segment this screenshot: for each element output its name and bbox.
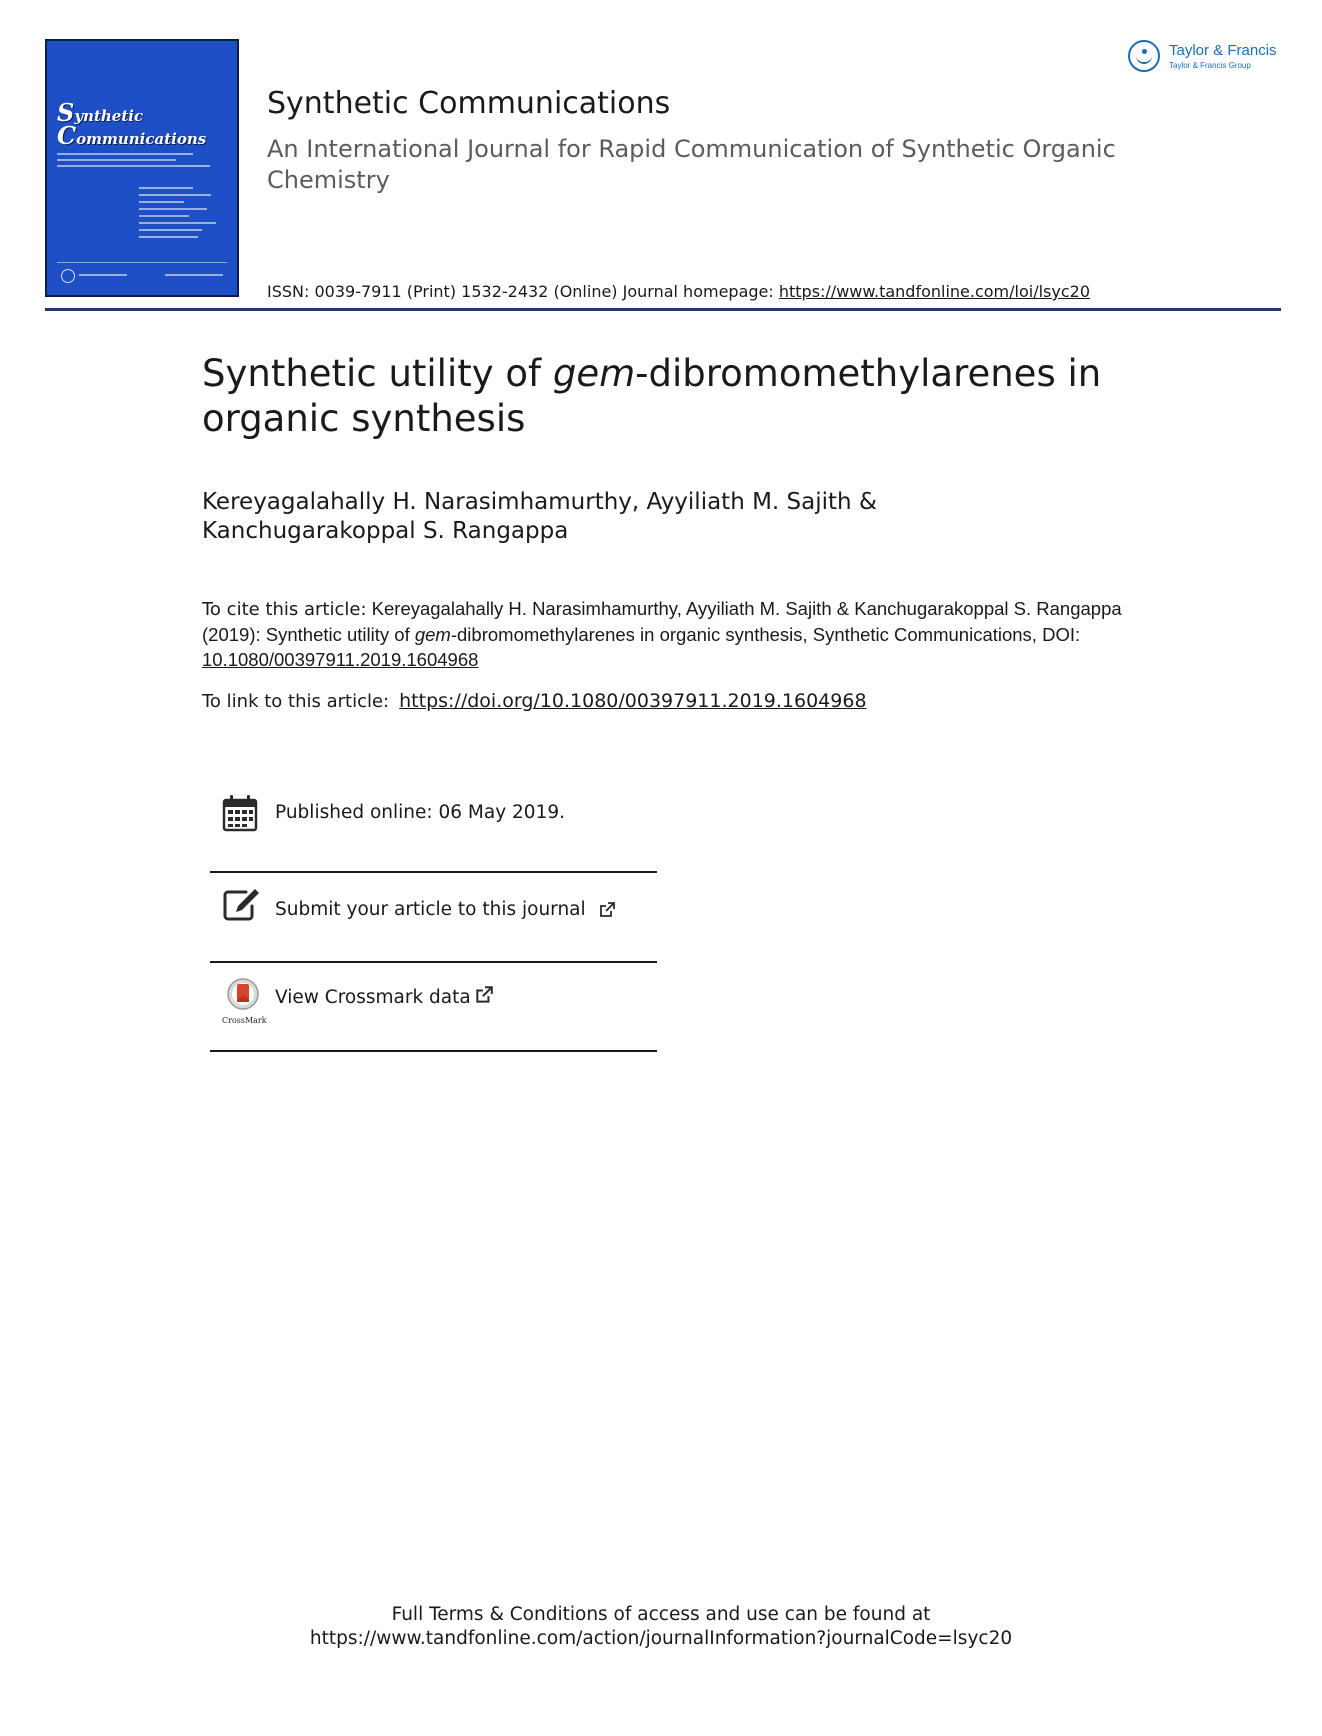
crossmark-badge: [222, 978, 264, 1012]
cite-text-post: -dibromomethylarenes in organic synthesis, Synthetic Communications, DOI:: [450, 624, 1081, 645]
cover-title-initial-c: C: [57, 121, 77, 150]
authors-line-1: Kereyagalahally H. Narasimhamurthy, Ayyiliath M. Sajith &: [202, 489, 877, 515]
cite-text-pre: Kereyagalahally H. Narasimhamurthy, Ayyiliath M. Sajith & Kanchugarakoppal S. Rangappa (2019): Synthetic utility of: [202, 598, 1122, 645]
external-link-icon: [474, 985, 494, 1005]
issn-line: [267, 282, 1090, 301]
calendar-icon: [222, 794, 258, 832]
article-link-line: [202, 690, 867, 712]
published-online-row: [210, 790, 657, 840]
row-divider-1: [210, 871, 657, 873]
article-title-italic: gem: [552, 352, 636, 395]
header-divider: [45, 308, 1281, 311]
footer-line-1: Full Terms & Conditions of access and use can be found at: [391, 1604, 931, 1625]
journal-subtitle: An International Journal for Rapid Communication of Synthetic Organic Chemistry: [267, 135, 1116, 194]
cover-title-initial-s: S: [57, 98, 75, 127]
cover-editor-lines: [139, 187, 229, 243]
external-link-icon: [598, 901, 616, 919]
citation-block: [202, 596, 1132, 672]
journal-homepage-link[interactable]: https://www.tandfonline.com/loi/lsyc20: [778, 282, 1091, 301]
cite-doi-link[interactable]: 10.1080/00397911.2019.1604968: [202, 649, 479, 670]
cover-title-line1: ynthetic: [74, 107, 144, 125]
terms-footer: [0, 1603, 1322, 1651]
crossmark-text: View Crossmark data: [275, 987, 471, 1008]
cover-footer: [57, 262, 227, 289]
taylor-francis-logo: [1128, 38, 1288, 78]
footer-terms-url[interactable]: https://www.tandfonline.com/action/journalInformation?journalCode=lsyc20: [309, 1628, 1013, 1649]
cover-title: [57, 98, 207, 150]
crossmark-icon: [222, 978, 267, 1025]
crossmark-logo-text: CrossMark: [222, 1016, 267, 1025]
edit-icon: [222, 886, 262, 922]
link-label: To link to this article:: [202, 691, 390, 712]
submit-article-link[interactable]: [275, 899, 616, 920]
published-online-text: Published online: 06 May 2019.: [275, 802, 566, 823]
publisher-group: Taylor & Francis Group: [1169, 61, 1251, 70]
journal-cover-image: [45, 39, 239, 297]
article-title-pre: Synthetic utility of: [202, 352, 553, 395]
row-divider-2: [210, 961, 657, 963]
crossmark-link[interactable]: [275, 987, 494, 1008]
cover-title-line2: ommunications: [76, 130, 207, 148]
crossmark-row[interactable]: [210, 976, 657, 1036]
cite-text-italic: gem: [414, 624, 451, 645]
cover-text-lines: [57, 153, 227, 171]
row-divider-3: [210, 1050, 657, 1052]
article-title-post: -dibromomethylarenes in organic synthesis: [202, 352, 1102, 440]
article-authors: [202, 488, 1102, 546]
cite-label: To cite this article:: [202, 599, 367, 620]
authors-line-2: Kanchugarakoppal S. Rangappa: [202, 518, 569, 544]
taylor-francis-emblem-icon: [1128, 40, 1160, 72]
publisher-name: Taylor & Francis: [1169, 42, 1277, 59]
submit-article-row[interactable]: [210, 884, 657, 944]
article-title: [202, 351, 1122, 441]
article-doi-link[interactable]: https://doi.org/10.1080/00397911.2019.1604968: [399, 690, 867, 712]
issn-text: ISSN: 0039-7911 (Print) 1532-2432 (Online) Journal homepage:: [267, 282, 779, 301]
journal-title: Synthetic Communications: [267, 86, 671, 121]
submit-article-text: Submit your article to this journal: [275, 899, 586, 920]
